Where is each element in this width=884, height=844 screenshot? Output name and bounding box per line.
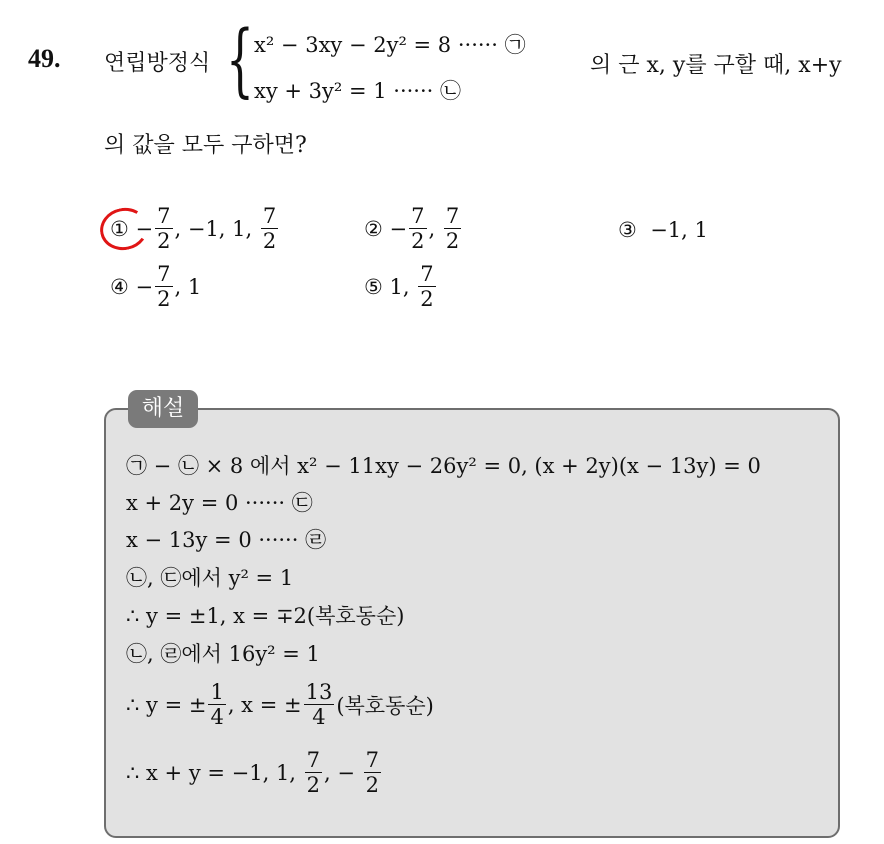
fraction: $\frac{7}{2}$ bbox=[157, 204, 171, 253]
choice-2[interactable] bbox=[364, 204, 463, 253]
fraction: $\frac{7}{2}$ bbox=[306, 748, 321, 797]
line-8-text: , − bbox=[324, 760, 362, 785]
choice-4-mark: ④ bbox=[110, 274, 129, 299]
problem-intro: 연립방정식 bbox=[104, 51, 211, 76]
solution-line-4: ㉡, ㉢에서 y² = 1 bbox=[126, 566, 294, 590]
fraction: $\frac{7}{2}$ bbox=[262, 204, 277, 253]
fraction: $\frac{13}{4}$ bbox=[305, 680, 333, 729]
choice-5[interactable] bbox=[364, 262, 438, 311]
solution-tag: 해설 bbox=[128, 390, 198, 428]
line-7-text: ∴ y = ± bbox=[126, 692, 207, 717]
choice-4[interactable] bbox=[110, 262, 201, 311]
choice-3-mark: ③ bbox=[618, 218, 637, 242]
problem-question-cont: 의 값을 모두 구하면? bbox=[104, 133, 307, 158]
choice-1-minus: − bbox=[135, 216, 154, 241]
line-7-text: (복호동순) bbox=[336, 693, 434, 718]
equation-2: xy + 3y² = 1 ······ ㉡ bbox=[254, 79, 462, 103]
solution-line-6: ㉡, ㉣에서 16y² = 1 bbox=[126, 642, 320, 666]
equation-1: x² − 3xy − 2y² = 8 ······ ㉠ bbox=[254, 33, 526, 57]
fraction: $\frac{7}{2}$ bbox=[157, 262, 171, 311]
fraction: $\frac{7}{2}$ bbox=[420, 262, 434, 311]
line-7-text: , x = ± bbox=[227, 692, 302, 717]
choice-4-minus: − bbox=[135, 274, 154, 299]
fraction: $\frac{7}{2}$ bbox=[445, 204, 460, 253]
fraction: $\frac{7}{2}$ bbox=[411, 204, 425, 253]
choice-1[interactable] bbox=[110, 204, 280, 253]
fraction: $\frac{1}{4}$ bbox=[210, 680, 224, 729]
choice-2-mark: ② bbox=[364, 216, 383, 241]
choice-5-mark: ⑤ bbox=[364, 274, 383, 299]
problem-number: 49. bbox=[28, 44, 61, 73]
solution-line-7 bbox=[126, 680, 434, 729]
choice-1-mid: , −1, 1, bbox=[174, 216, 259, 241]
choice-4-tail: , 1 bbox=[174, 274, 202, 299]
solution-line-3: x − 13y = 0 ······ ㉣ bbox=[126, 528, 327, 552]
problem-question: 의 근 x, y를 구할 때, x+y bbox=[590, 53, 842, 78]
line-8-text: ∴ x + y = −1, 1, bbox=[126, 760, 303, 785]
choice-5-lead: 1, bbox=[389, 274, 417, 299]
choice-3-text: −1, 1 bbox=[650, 218, 708, 242]
choice-2-mid: , bbox=[428, 216, 442, 241]
fraction: $\frac{7}{2}$ bbox=[365, 748, 380, 797]
choice-1-mark: ① bbox=[110, 216, 129, 241]
solution-line-2: x + 2y = 0 ······ ㉢ bbox=[126, 491, 313, 515]
solution-line-1: ㉠ − ㉡ × 8 에서 x² − 11xy − 26y² = 0, (x + 2y)(x − 13y) = 0 bbox=[126, 454, 761, 478]
choice-3[interactable] bbox=[618, 218, 708, 242]
solution-line-8 bbox=[126, 748, 383, 797]
choice-2-minus: − bbox=[389, 216, 408, 241]
solution-line-5: ∴ y = ±1, x = ∓2(복호동순) bbox=[126, 604, 405, 628]
system-brace: { bbox=[226, 13, 254, 106]
